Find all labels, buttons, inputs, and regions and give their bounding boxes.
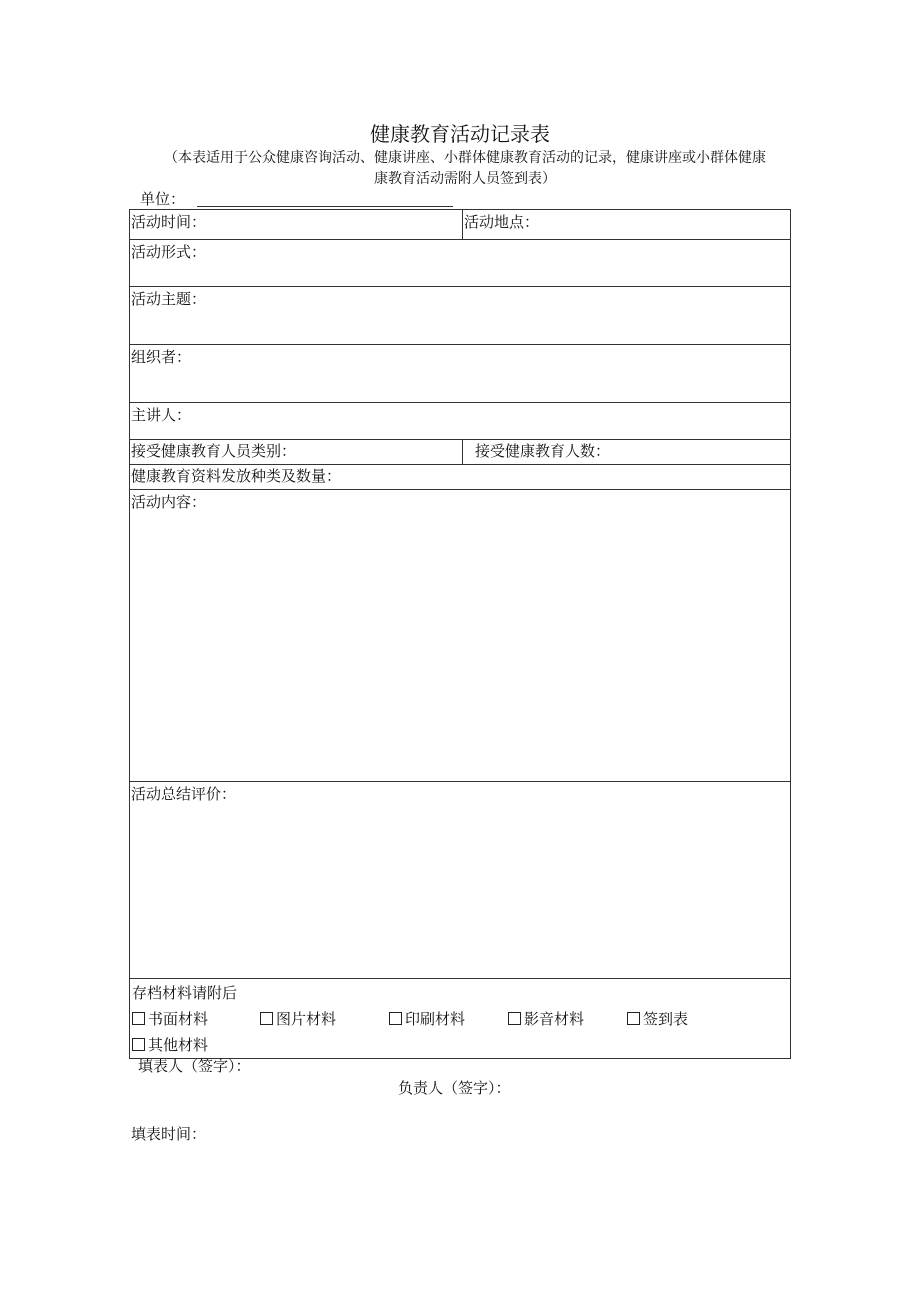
checkbox-icon[interactable] [627, 1012, 640, 1025]
activity-format-field[interactable] [130, 240, 791, 287]
activity-record-form [129, 209, 791, 1059]
speaker-label: 主讲人： [131, 406, 192, 424]
archive-materials-section [130, 979, 791, 1059]
activity-content-label: 活动内容： [131, 493, 207, 511]
option-label: 图片材料 [276, 1010, 337, 1028]
activity-location-field[interactable] [463, 210, 791, 240]
responsible-signature-label: 负责人（签字）： [398, 1079, 511, 1097]
activity-summary-field[interactable] [130, 782, 791, 979]
materials-distributed-label: 健康教育资料发放种类及数量： [131, 467, 342, 485]
organizer-label: 组织者： [131, 348, 192, 366]
checkbox-icon[interactable] [260, 1012, 273, 1025]
archive-options-row [132, 1006, 788, 1032]
note-line-1: （本表适用于公众健康咨询活动、健康讲座、小群体健康教育活动的记录，健康讲座或小群体健康 [164, 150, 766, 166]
fill-time-label: 填表时间： [131, 1125, 207, 1143]
speaker-field[interactable] [130, 403, 791, 440]
filler-signature-label: 填表人（签字）： [138, 1057, 251, 1075]
document-title: 健康教育活动记录表 [370, 122, 550, 146]
activity-content-field[interactable] [130, 490, 791, 782]
activity-theme-label: 活动主题： [131, 290, 207, 308]
unit-input-line[interactable] [197, 206, 453, 207]
archive-title: 存档材料请附后 [132, 984, 238, 1002]
note-line-2: 康教育活动需附人员签到表） [374, 171, 556, 187]
option-audio-video-materials[interactable] [508, 1006, 627, 1032]
activity-location-label: 活动地点： [464, 213, 540, 231]
option-picture-materials[interactable] [260, 1006, 389, 1032]
checkbox-icon[interactable] [508, 1012, 521, 1025]
option-sign-in-sheet[interactable] [627, 1006, 688, 1032]
activity-format-label: 活动形式： [131, 243, 207, 261]
audience-count-label: 接受健康教育人数： [475, 442, 611, 460]
option-label: 印刷材料 [405, 1010, 466, 1028]
activity-time-label: 活动时间： [131, 213, 207, 231]
activity-theme-field[interactable] [130, 287, 791, 345]
audience-count-field[interactable] [463, 440, 791, 465]
option-label: 影音材料 [524, 1010, 585, 1028]
option-printed-materials[interactable] [389, 1006, 508, 1032]
checkbox-icon[interactable] [132, 1012, 145, 1025]
checkbox-icon[interactable] [389, 1012, 402, 1025]
unit-label: 单位： [140, 190, 186, 208]
organizer-field[interactable] [130, 345, 791, 403]
document-note [140, 148, 790, 190]
option-label: 书面材料 [148, 1010, 209, 1028]
materials-distributed-field[interactable] [130, 465, 791, 490]
checkbox-icon[interactable] [132, 1038, 145, 1051]
audience-category-field[interactable] [130, 440, 463, 465]
activity-time-field[interactable] [130, 210, 463, 240]
option-label: 签到表 [643, 1010, 689, 1028]
activity-summary-label: 活动总结评价： [131, 785, 237, 803]
option-label: 其他材料 [148, 1036, 209, 1054]
audience-category-label: 接受健康教育人员类别： [131, 442, 297, 460]
option-written-materials[interactable] [132, 1006, 260, 1032]
